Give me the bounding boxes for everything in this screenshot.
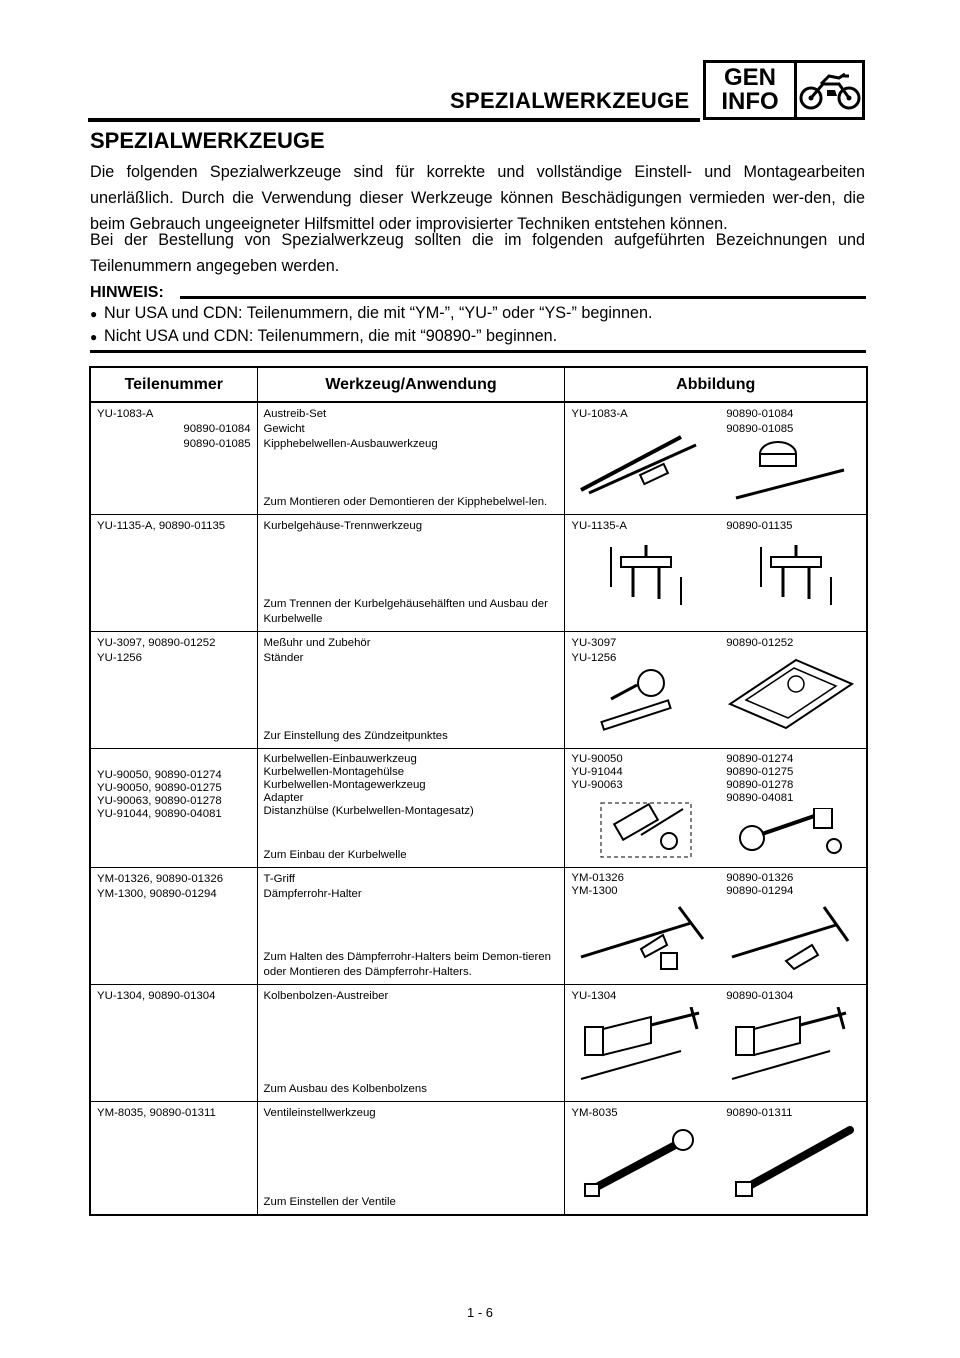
crankcase-separator-illustration: [726, 537, 856, 612]
dial-gauge-illustration: [571, 669, 711, 731]
page-number: 1 - 6: [466, 1305, 493, 1320]
illustration-cell-right: [720, 515, 867, 632]
note-text: Nur USA und CDN: Teilenummern, die mit “YM-”, “YU-” oder “YS-” beginnen.: [104, 304, 653, 322]
tool-cell: [257, 632, 565, 749]
column-header-part-number: Teilenummer: [90, 367, 257, 402]
table-row: [90, 402, 867, 515]
tool-name: Kipphebelwellen-Ausbauwerkzeug: [263, 438, 438, 450]
tool-usage: Zum Ausbau des Kolbenbolzens: [263, 1083, 427, 1095]
illustration-label: YU-90050: [571, 753, 623, 765]
note-item: [90, 304, 652, 323]
part-number-cell: [90, 749, 257, 868]
column-header-illustration: Abbildung: [565, 367, 867, 402]
tool-cell: [257, 515, 565, 632]
tool-cell: [257, 985, 565, 1102]
tool-usage: Zur Einstellung des Zündzeitpunktes: [263, 730, 448, 742]
tool-name: Kurbelwellen-Montagewerkzeug: [263, 779, 426, 791]
illustration-label: 90890-01085: [726, 423, 794, 435]
tool-name: Kurbelgehäuse-Trennwerkzeug: [263, 520, 423, 532]
table-row: [90, 632, 867, 749]
tool-name: Dämpferrohr-Halter: [263, 888, 362, 900]
bullet-icon: ●: [90, 330, 98, 344]
valve-adjusting-tool-illustration: [571, 1124, 711, 1200]
crankshaft-installer-illustration: [726, 808, 856, 858]
illustration-label: 90890-01311: [726, 1107, 793, 1119]
illustration-label: YU-3097: [571, 637, 617, 649]
part-number-cell: [90, 402, 257, 515]
table-row: [90, 868, 867, 985]
illustration-label: YM-01326: [571, 872, 624, 884]
illustration-label: YU-1256: [571, 652, 617, 664]
illustration-label: 90890-01278: [726, 779, 794, 791]
tool-name: T-Griff: [263, 873, 295, 885]
illustration-label: 90890-01326: [726, 872, 794, 884]
illustration-cell-right: [720, 632, 867, 749]
note-label: HINWEIS:: [90, 284, 164, 301]
illustration-label: YM-8035: [571, 1107, 618, 1119]
order-paragraph: Bei der Bestellung von Spezialwerkzeug sollten die im folgenden aufgeführten Bezeichnungen und Teilenummern angegeben werden.: [90, 231, 865, 275]
part-number: YU-1135-A, 90890-01135: [97, 520, 226, 532]
part-number: 90890-01084: [183, 423, 251, 435]
part-number: YU-1304, 90890-01304: [97, 990, 216, 1002]
illustration-cell-right: [720, 402, 867, 515]
illustration-cell-left: [565, 515, 720, 632]
illustration-cell-left: [565, 1102, 720, 1216]
illustration-label: 90890-01294: [726, 885, 794, 897]
special-tools-table: [89, 366, 868, 1216]
tool-name: Austreib-Set: [263, 408, 327, 420]
illustration-cell-left: [565, 632, 720, 749]
tool-name: Kolbenbolzen-Austreiber: [263, 990, 389, 1002]
tool-name: Gewicht: [263, 423, 305, 435]
piston-pin-puller-illustration: [571, 1007, 711, 1083]
part-number: YU-3097, 90890-01252: [97, 637, 216, 649]
tool-name: Ventileinstellwerkzeug: [263, 1107, 376, 1119]
motorcycle-icon: [797, 63, 862, 117]
badge-text: [706, 63, 797, 117]
tool-cell: [257, 868, 565, 985]
part-number: YU-90050, 90890-01275: [97, 782, 222, 794]
illustration-label: YU-1083-A: [571, 408, 628, 420]
table-row: [90, 515, 867, 632]
part-number: YU-91044, 90890-04081: [97, 808, 222, 820]
illustration-label: YU-90063: [571, 779, 623, 791]
illustration-cell-left: [565, 749, 720, 868]
tool-name: Meßuhr und Zubehör: [263, 637, 371, 649]
badge-line-2: INFO: [721, 88, 779, 115]
gen-info-badge: [703, 60, 865, 120]
part-number: YM-01326, 90890-01326: [97, 873, 224, 885]
illustration-label: 90890-01084: [726, 408, 794, 420]
illustration-cell-left: [565, 868, 720, 985]
intro-paragraph: Die folgenden Spezialwerkzeuge sind für korrekte und vollständige Einstell- und Montagearbeiten unerläßlich. Durch die Verwendung dieser Werkzeuge können Beschädigungen vermieden wer-den, die beim Gebrauch ungeeigneter Hilfsmittel oder improvisierter Techniken entstehen können.: [90, 163, 865, 233]
illustration-label: 90890-01304: [726, 990, 794, 1002]
tool-name: Ständer: [263, 652, 304, 664]
valve-adjusting-tool-illustration: [726, 1124, 856, 1200]
crankcase-separator-illustration: [571, 537, 711, 612]
part-number: 90890-01085: [183, 438, 251, 450]
part-number-cell: [90, 868, 257, 985]
part-number: YU-1083-A: [97, 408, 154, 420]
note-end-rule: [90, 350, 866, 353]
illustration-label: YM-1300: [571, 885, 618, 897]
tool-name: Kurbelwellen-Einbauwerkzeug: [263, 753, 417, 765]
column-header-tool: Werkzeug/Anwendung: [257, 367, 565, 402]
illustration-cell-left: [565, 402, 720, 515]
drift-set-illustration: [571, 425, 711, 495]
table-header-row: [90, 367, 867, 402]
illustration-label: YU-1135-A: [571, 520, 627, 532]
illustration-cell-right: [720, 749, 867, 868]
part-number-cell: [90, 632, 257, 749]
crankshaft-installer-illustration: [571, 795, 711, 859]
tool-usage: Zum Halten des Dämpferrohr-Halters beim Demon-tieren oder Montieren des Dämpferrohr-Halters.: [263, 951, 551, 978]
piston-pin-puller-illustration: [726, 1007, 856, 1083]
part-number: YU-90063, 90890-01278: [97, 795, 222, 807]
weight-tool-illustration: [726, 440, 856, 500]
illustration-label: 90890-01274: [726, 753, 794, 765]
part-number: YU-90050, 90890-01274: [97, 769, 222, 781]
t-handle-illustration: [571, 901, 711, 975]
tool-cell: [257, 749, 565, 868]
part-number: YU-1256: [97, 652, 142, 664]
badge-line-1: GEN: [723, 64, 776, 91]
note-text: Nicht USA und CDN: Teilenummern, die mit “90890-” beginnen.: [104, 327, 558, 345]
tool-name: Distanzhülse (Kurbelwellen-Montagesatz): [263, 805, 474, 817]
dial-gauge-case-illustration: [726, 654, 856, 730]
tool-name: Kurbelwellen-Montagehülse: [263, 766, 405, 778]
illustration-label: YU-91044: [571, 766, 623, 778]
tool-usage: Zum Einstellen der Ventile: [263, 1196, 396, 1208]
part-number: YM-8035, 90890-01311: [97, 1107, 216, 1119]
note-item: [90, 327, 557, 346]
tool-usage: Zum Einbau der Kurbelwelle: [263, 849, 407, 861]
header-rule: [88, 118, 700, 122]
part-number-cell: [90, 1102, 257, 1216]
header-title: SPEZIALWERKZEUGE: [450, 88, 690, 113]
illustration-cell-right: [720, 868, 867, 985]
table-row: [90, 1102, 867, 1216]
note-rule: [180, 296, 866, 299]
tool-usage: Zum Montieren oder Demontieren der Kipphebelwel-len.: [263, 496, 548, 508]
table-row: [90, 749, 867, 868]
part-number-cell: [90, 515, 257, 632]
t-handle-illustration: [726, 901, 856, 975]
illustration-label: YU-1304: [571, 990, 617, 1002]
part-number-cell: [90, 985, 257, 1102]
illustration-label: 90890-01135: [726, 520, 793, 532]
tool-cell: [257, 402, 565, 515]
part-number: YM-1300, 90890-01294: [97, 888, 217, 900]
illustration-label: 90890-04081: [726, 792, 794, 804]
tool-cell: [257, 1102, 565, 1216]
illustration-cell-right: [720, 1102, 867, 1216]
illustration-label: 90890-01275: [726, 766, 794, 778]
tool-name: Adapter: [263, 792, 304, 804]
page-title: SPEZIALWERKZEUGE: [90, 128, 325, 153]
illustration-label: 90890-01252: [726, 637, 794, 649]
illustration-cell-right: [720, 985, 867, 1102]
tool-usage: Zum Trennen der Kurbelgehäusehälften und Ausbau der Kurbelwelle: [263, 598, 548, 625]
illustration-cell-left: [565, 985, 720, 1102]
bullet-icon: ●: [90, 307, 98, 321]
table-row: [90, 985, 867, 1102]
